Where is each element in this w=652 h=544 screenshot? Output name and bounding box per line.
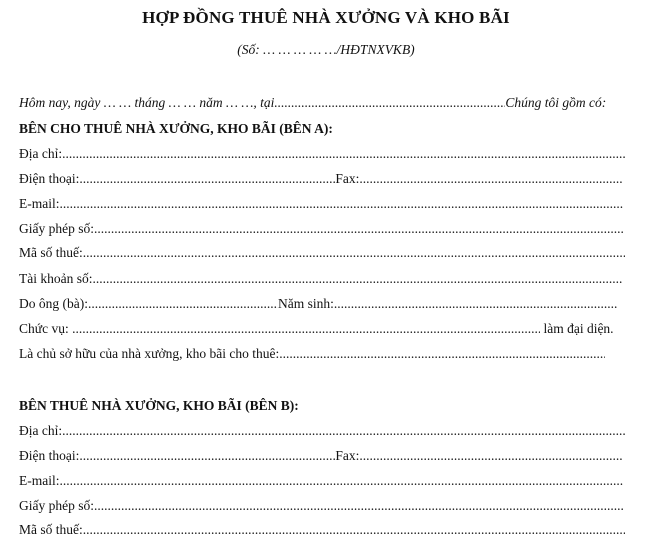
- party-a-license-line: [19, 221, 624, 237]
- intro-suffix: Chúng tôi gồm có:: [505, 95, 607, 110]
- intro-place-dots: [274, 95, 505, 111]
- party-a-license-label: Giấy phép số:: [19, 221, 94, 236]
- party-a-email-line: [19, 196, 623, 212]
- party-a-ownership-line: [19, 346, 605, 362]
- party-a-birth-year-label: Năm sinh:: [277, 296, 334, 311]
- party-b-fax-label: Fax:: [335, 448, 360, 463]
- party-a-position-dots: [72, 321, 540, 337]
- party-a-fax-dots: [359, 171, 623, 187]
- party-b-fax-dots: [359, 448, 623, 464]
- intro-prefix: Hôm nay, ngày … … tháng … … năm … …, tại: [19, 95, 275, 110]
- party-a-phone-line: [19, 171, 623, 187]
- party-b-email-line: [19, 473, 623, 489]
- party-a-email-label: E-mail:: [19, 196, 60, 211]
- party-a-account-dots: [93, 271, 623, 287]
- contract-number-line: (Số: … … … … …/HĐTNXVKB): [237, 42, 415, 57]
- party-b-email-label: E-mail:: [19, 473, 60, 488]
- party-a-position-label: Chức vụ:: [19, 321, 73, 336]
- party-a-ownership-dots: [279, 346, 605, 362]
- party-a-tax-label: Mã số thuế:: [19, 245, 83, 260]
- party-b-license-dots: [94, 498, 624, 514]
- party-b-phone-label: Điện thoại:: [19, 448, 80, 463]
- party-a-account-line: [19, 271, 623, 287]
- party-a-ownership-label: Là chủ sở hữu của nhà xưởng, kho bãi cho thuê:: [19, 346, 280, 361]
- party-a-phone-label: Điện thoại:: [19, 171, 80, 186]
- party-a-phone-dots: [79, 171, 335, 187]
- party-a-heading: BÊN CHO THUÊ NHÀ XƯỞNG, KHO BÃI (BÊN A):: [19, 121, 333, 136]
- party-a-representative-label: Do ông (bà):: [19, 296, 88, 311]
- party-a-address-line: [19, 146, 625, 162]
- party-b-tax-line: [19, 522, 625, 538]
- party-a-email-dots: [60, 196, 623, 212]
- party-b-tax-label: Mã số thuế:: [19, 522, 83, 537]
- party-a-representative-dots: [88, 296, 278, 312]
- party-b-license-line: [19, 498, 624, 514]
- party-a-position-suffix: làm đại diện.: [540, 321, 614, 336]
- party-a-address-dots: [62, 146, 625, 162]
- party-b-heading: BÊN THUÊ NHÀ XƯỞNG, KHO BÃI (BÊN B):: [19, 398, 299, 413]
- party-b-address-label: Địa chỉ:: [19, 423, 63, 438]
- party-b-phone-dots: [79, 448, 335, 464]
- party-b-tax-dots: [83, 522, 625, 538]
- party-b-address-line: [19, 423, 625, 439]
- party-a-position-line: [19, 321, 614, 337]
- party-b-license-label: Giấy phép số:: [19, 498, 94, 513]
- party-b-phone-line: [19, 448, 623, 464]
- party-a-birth-year-dots: [334, 296, 617, 312]
- party-a-tax-dots: [83, 245, 625, 261]
- party-a-address-label: Địa chỉ:: [19, 146, 63, 161]
- party-a-fax-label: Fax:: [335, 171, 360, 186]
- party-a-representative-line: [19, 296, 617, 312]
- party-b-address-dots: [62, 423, 625, 439]
- party-a-license-dots: [94, 221, 624, 237]
- party-b-email-dots: [60, 473, 623, 489]
- party-a-account-label: Tài khoản số:: [19, 271, 93, 286]
- document-title: HỢP ĐỒNG THUÊ NHÀ XƯỞNG VÀ KHO BÃI: [142, 8, 510, 27]
- intro-line: [19, 95, 606, 111]
- party-a-tax-line: [19, 245, 625, 261]
